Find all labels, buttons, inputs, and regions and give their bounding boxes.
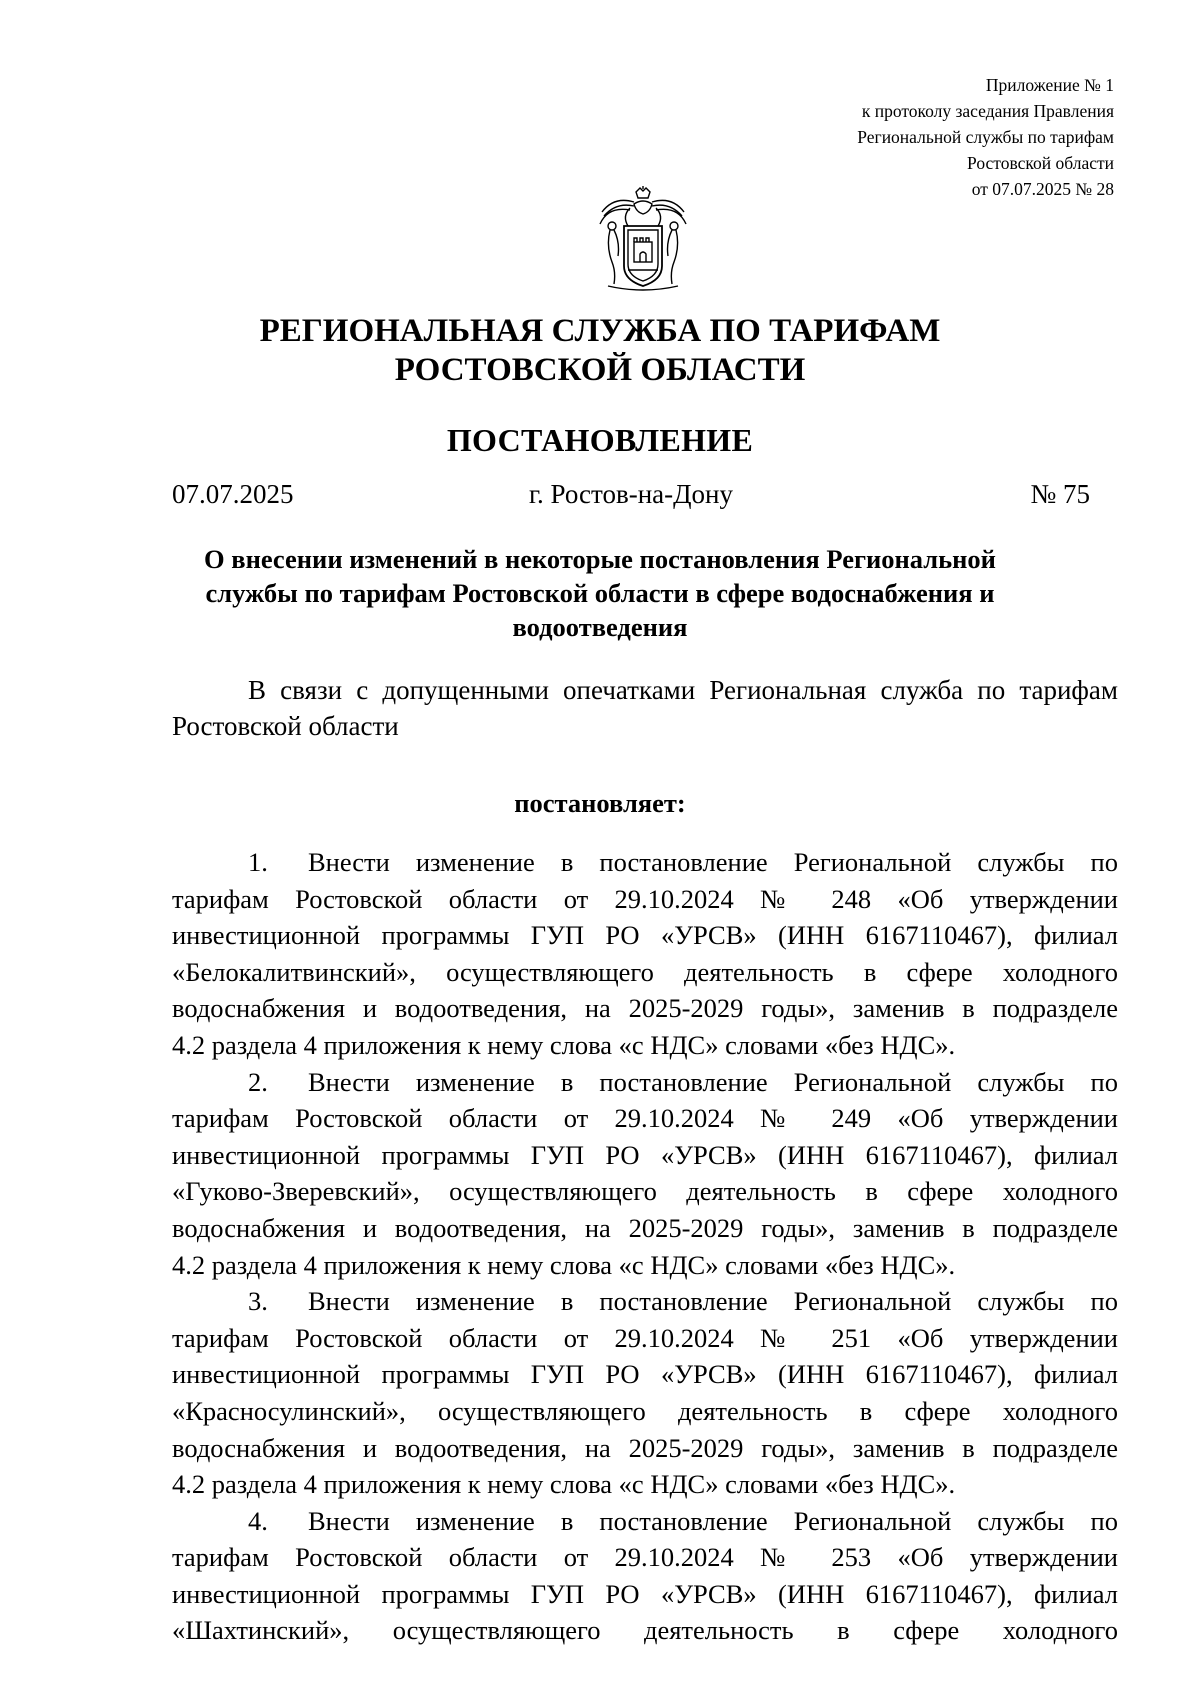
resolution-item [172,844,1118,1064]
item-line: «Красносулинский», осуществляющего деятельность в сфере холодного [172,1395,1118,1426]
resolves-heading: постановляет: [514,788,686,818]
subject-line: О внесении изменений в некоторые постановления Региональной [204,544,996,574]
item-first-line [172,1064,1118,1101]
annex-line: к протоколу заседания Правления [861,101,1114,121]
item-line: тарифам Ростовской области от 29.10.2024 № 249 «Об утверждении [172,1103,1118,1134]
item-line: инвестиционной программы ГУП РО «УРСВ» (ИНН 6167110467), филиал [172,1359,1118,1390]
item-line: «Белокалитвинский», осуществляющего деятельность в сфере холодного [172,956,1118,987]
annex-line: Региональной службы по тарифам [857,127,1114,147]
item-line: водоснабжения и водоотведения, на 2025-2029 годы», заменив в подразделе [172,1212,1118,1243]
resolution-item [172,1283,1118,1503]
annex-line: Ростовской области [967,153,1114,173]
item-line: инвестиционной программы ГУП РО «УРСВ» (ИНН 6167110467), филиал [172,1578,1118,1609]
item-line: тарифам Ростовской области от 29.10.2024 № 251 «Об утверждении [172,1322,1118,1353]
preamble-line: Ростовской области [172,711,399,741]
document-type: ПОСТАНОВЛЕНИЕ [446,422,754,458]
item-text: Внести изменение в постановление Региональной службы по [308,1286,1118,1317]
item-first-line [172,1283,1118,1320]
item-line: инвестиционной программы ГУП РО «УРСВ» (ИНН 6167110467), филиал [172,920,1118,951]
subject-line: водоотведения [512,612,688,642]
document-meta [172,476,1090,512]
resolution-item [172,1503,1118,1649]
annex-header [857,72,1114,202]
item-first-line [172,844,1118,881]
preamble-paragraph [172,672,1118,744]
item-line: 4.2 раздела 4 приложения к нему слова «с НДС» словами «без НДС». [172,1249,956,1280]
annex-line: от 07.07.2025 № 28 [971,179,1114,199]
resolution-items [172,844,1118,1649]
item-number: 4. [248,1505,268,1536]
item-line: 4.2 раздела 4 приложения к нему слова «с НДС» словами «без НДС». [172,1469,956,1500]
item-text: Внести изменение в постановление Региональной службы по [308,1505,1118,1536]
annex-line: Приложение № 1 [985,75,1114,95]
resolution-item [172,1064,1118,1284]
preamble-line: В связи с допущенными опечатками Региональная служба по тарифам [248,675,1118,705]
item-line: тарифам Ростовской области от 29.10.2024 № 253 «Об утверждении [172,1542,1118,1573]
item-line: инвестиционной программы ГУП РО «УРСВ» (ИНН 6167110467), филиал [172,1139,1118,1170]
item-number: 1. [248,847,268,877]
item-line: водоснабжения и водоотведения, на 2025-2029 годы», заменив в подразделе [172,1432,1118,1463]
item-line: водоснабжения и водоотведения, на 2025-2029 годы», заменив в подразделе [172,993,1118,1024]
item-text: Внести изменение в постановление Региональной службы по [308,1066,1118,1097]
item-first-line [172,1503,1118,1540]
item-line: тарифам Ростовской области от 29.10.2024 № 248 «Об утверждении [172,883,1118,914]
document-subject [0,542,1200,644]
item-number: 2. [248,1066,268,1097]
coat-of-arms-icon [594,186,692,292]
item-line: «Гуково-Зверевский», осуществляющего деятельность в сфере холодного [172,1176,1118,1207]
agency-title [0,312,1200,390]
document-date: 07.07.2025 [172,479,294,509]
item-number: 3. [248,1286,268,1317]
subject-line: службы по тарифам Ростовской области в сфере водоснабжения и [205,578,995,608]
agency-title-line: РЕГИОНАЛЬНАЯ СЛУЖБА ПО ТАРИФАМ [259,313,941,349]
document-city: г. Ростов-на-Дону [528,479,733,509]
item-line: «Шахтинский», осуществляющего деятельность в сфере холодного [172,1615,1118,1646]
agency-title-line: РОСТОВСКОЙ ОБЛАСТИ [394,352,806,388]
item-line: 4.2 раздела 4 приложения к нему слова «с НДС» словами «без НДС». [172,1029,956,1060]
item-text: Внести изменение в постановление Региональной службы по [308,847,1118,877]
document-number: № 75 [1030,479,1090,509]
